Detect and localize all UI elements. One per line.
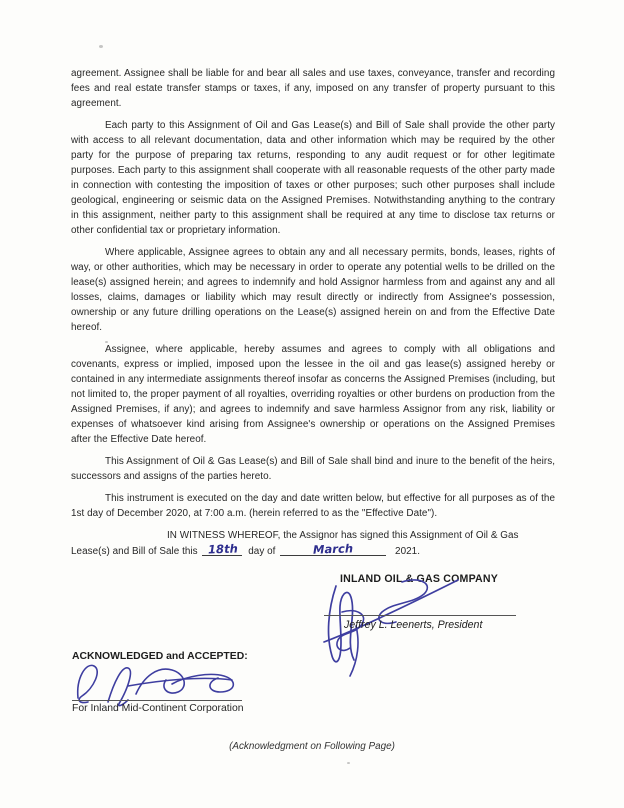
day-blank-line xyxy=(202,543,242,556)
scan-speck xyxy=(347,762,350,764)
paragraph: This Assignment of Oil & Gas Lease(s) and Bill of Sale shall bind and inure to the benefit of the heirs, successors and assigns of the parties hereto. xyxy=(71,456,555,482)
assignor-signature-ink xyxy=(316,576,521,688)
paragraph: Where applicable, Assignee agrees to obtain any and all necessary permits, bonds, leases, rights of way, or other authorities, which may be necessary in order to operate any potential wells to be drilled on the lease(s) assigned herein; and agrees to indemnify and hold Assignor harmless from and against any and all losses, claims, damages or liability which may result directly or indirectly from Assignee's possession, ownership or any future drilling operations on the Lease(s) assigned herein on and from the Effective Date hereof. xyxy=(71,247,555,333)
document-body xyxy=(71,66,555,559)
paragraph: agreement. Assignee shall be liable for and bear all sales and use taxes, conveyance, transfer and recording fees and real estate transfer stamps or taxes, if any, imposed on any transfer of property pursuant to this agreement. xyxy=(71,68,555,109)
month-blank-line xyxy=(280,543,386,556)
acknowledgment-heading: ACKNOWLEDGED and ACCEPTED: xyxy=(72,651,248,662)
scan-speck xyxy=(99,45,103,48)
handwritten-day: 18th xyxy=(207,541,238,557)
paragraph: Assignee, where applicable, hereby assumes and agrees to comply with all obligations and covenants, express or implied, imposed upon the lessee in the oil and gas lease(s) assigned hereby or contained in any intermediate assignments thereof insofar as concerns the Assigned Premises (including, but not limited to, the proper payment of all royalties, overriding royalties or other burdens on production from the Assigned Premises, if any); and agrees to indemnify and save harmless Assignor from any risk, liability or expenses of whatsoever kind arising from Assignee's ownership or operations on the Assigned Premises after the Effective Date hereof. xyxy=(71,344,555,445)
scan-speck xyxy=(105,341,108,343)
acknowledgment-block xyxy=(72,651,292,731)
witness-clause-line1: IN WITNESS WHEREOF, the Assignor has signed this Assignment of Oil & Gas xyxy=(167,530,519,541)
witness-line2-middle: day of xyxy=(248,546,276,557)
paragraph: This instrument is executed on the day and date written below, but effective for all purposes as of the 1st day of December 2020, at 7:00 a.m. (herein referred to as the "Effective Date"). xyxy=(71,493,555,519)
handwritten-month: March xyxy=(312,541,354,557)
acknowledgment-line-label: For Inland Mid-Continent Corporation xyxy=(72,703,244,714)
paragraph: Each party to this Assignment of Oil and Gas Lease(s) and Bill of Sale shall provide the other party with access to all relevant documentation, data and other information which may be required by the other party for the purpose of preparing tax returns, responding to any audit request or for other legitimate purposes. Each party to this assignment shall cooperate with all reasonable requests of the other party made in connection with contesting the imposition of taxes or other purposes; such other purposes shall include geological, engineering or seismic data on the Assigned Premises. Notwithstanding anything to the contrary in this assignment, neither party to this assignment shall be required at any time to disclose tax returns or other confidential tax or proprietary information. xyxy=(71,120,555,236)
acknowledgment-signature-line xyxy=(72,700,242,701)
assignor-signature-block xyxy=(322,573,537,703)
signature-line xyxy=(324,615,516,616)
company-name: INLAND OIL & GAS COMPANY xyxy=(340,573,499,585)
witness-line2-prefix: Lease(s) and Bill of Sale this xyxy=(71,546,198,557)
witness-clause-line2 xyxy=(71,543,555,559)
footer-note: (Acknowledgment on Following Page) xyxy=(229,741,395,752)
signer-name-title: Jeffrey L. Leenerts, President xyxy=(344,619,483,631)
witness-line2-suffix: 2021. xyxy=(395,546,421,557)
